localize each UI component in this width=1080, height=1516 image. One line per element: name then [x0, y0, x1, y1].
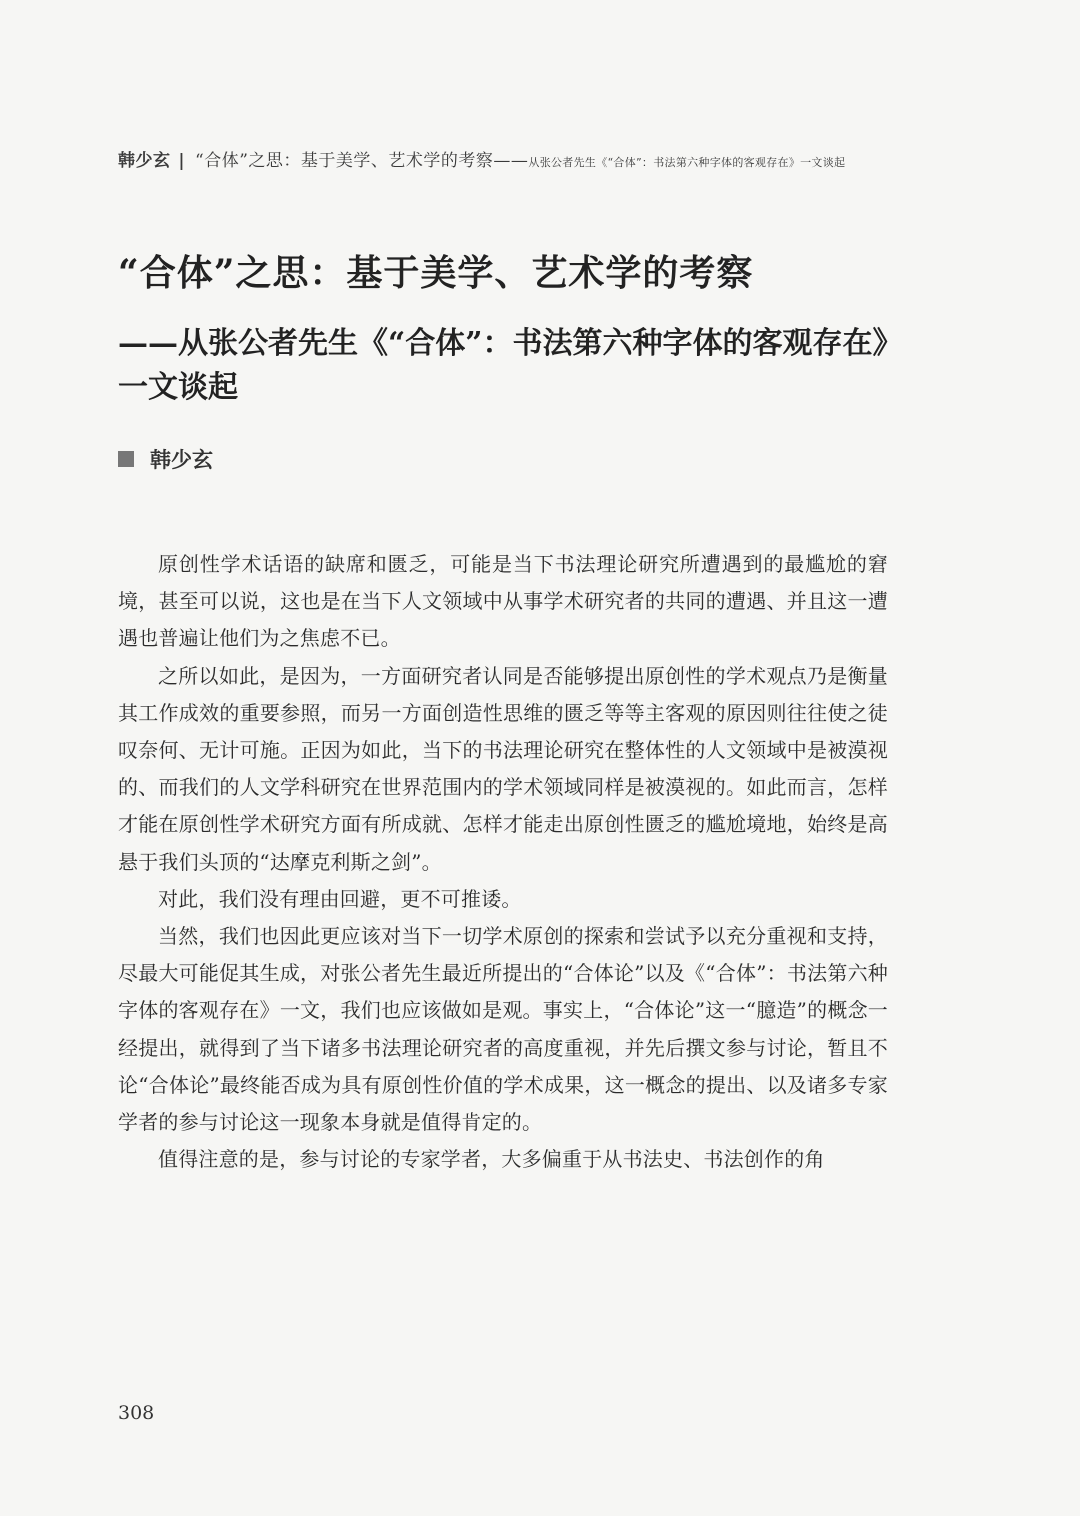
paragraph: 值得注意的是，参与讨论的专家学者，大多偏重于从书法史、书法创作的角 [158, 1147, 825, 1172]
paragraph: 之所以如此，是因为，一方面研究者认同是否能够提出原创性的学术观点乃是衡量其工作成效的重要参照，而另一方面创造性思维的匮乏等等主客观的原因则往往使之徒叹奈何、无计可施。正因为如此，当下的书法理论研究在整体性的人文领域中是被漠视的、而我们的人文学科研究在世界范围内的学术领域同样是被漠视的。如此而言，怎样才能在原创性学术研究方面有所成就、怎样才能走出原创性匮乏的尴尬境地，始终是高悬于我们头顶的“达摩克利斯之剑”。 [118, 663, 888, 874]
page-number: 308 [118, 1402, 155, 1424]
article-title: “合体”之思：基于美学、艺术学的考察 [118, 252, 754, 294]
running-head [118, 146, 978, 171]
running-head-author: 韩少玄 [118, 151, 171, 171]
article-body [118, 546, 888, 1178]
square-bullet-icon [118, 451, 134, 467]
running-head-subtitle: 从张公者先生《“合体”：书法第六种字体的客观存在》一文谈起 [528, 156, 846, 169]
paragraph: 对此，我们没有理由回避，更不可推诿。 [158, 886, 522, 911]
article-subtitle: ——从张公者先生《“合体”：书法第六种字体的客观存在》一文谈起 [118, 326, 888, 405]
paragraph: 当然，我们也因此更应该对当下一切学术原创的探索和尝试予以充分重视和支持，尽最大可能促其生成，对张公者先生最近所提出的“合体论”以及《“合体”：书法第六种字体的客观存在》一文，我们也应该做如是观。事实上，“合体论”这一“臆造”的概念一经提出，就得到了当下诸多书法理论研究者的高度重视，并先后撰文参与讨论，暂且不论“合体论”最终能否成为具有原创性价值的学术成果，这一概念的提出、以及诸多专家学者的参与讨论这一现象本身就是值得肯定的。 [118, 924, 888, 1135]
paragraph: 原创性学术话语的缺席和匮乏，可能是当下书法理论研究所遭遇到的最尴尬的窘境，甚至可以说，这也是在当下人文领域中从事学术研究者的共同的遭遇、并且这一遭遇也普遍让他们为之焦虑不已。 [118, 552, 888, 651]
running-head-title: “合体”之思：基于美学、艺术学的考察—— [195, 151, 529, 171]
author-name: 韩少玄 [150, 447, 213, 472]
running-head-separator: | [178, 151, 186, 171]
byline [118, 444, 213, 474]
